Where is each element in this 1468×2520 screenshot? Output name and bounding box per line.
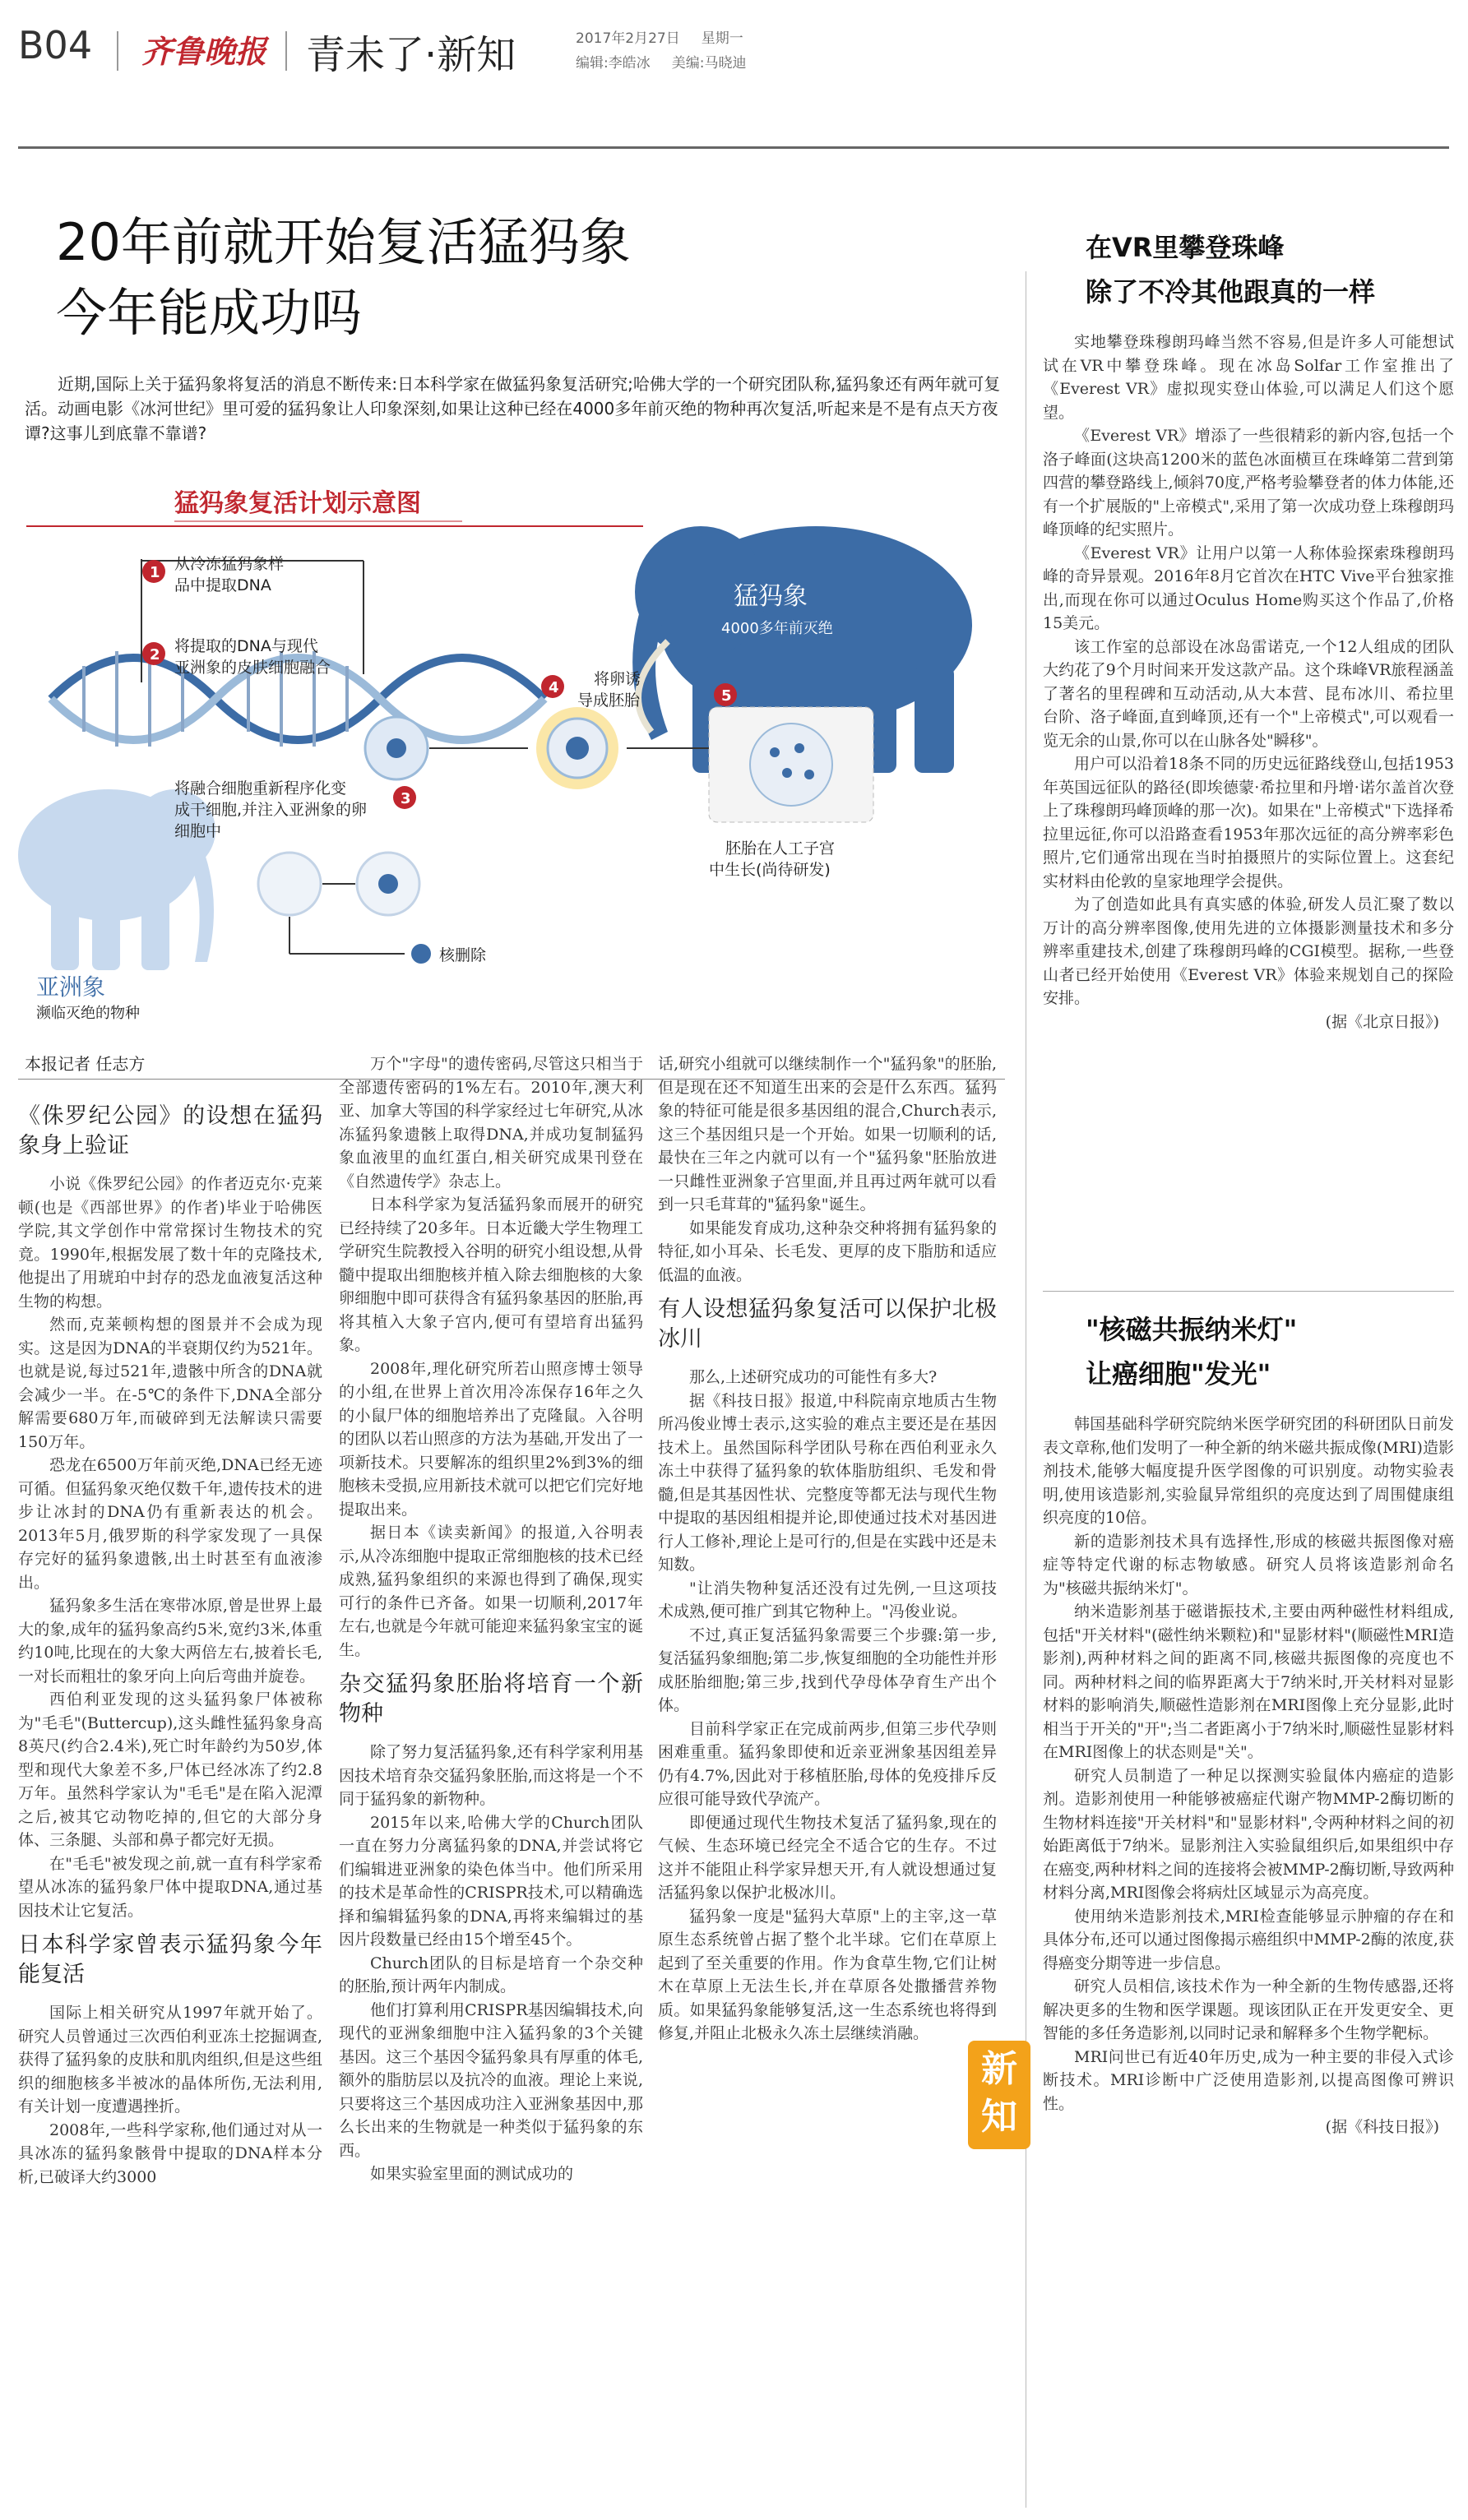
svg-text:中生长(尚待研发): 中生长(尚待研发) — [709, 861, 831, 879]
paragraph: 用户可以沿着18条不同的历史远征路线登山,包括1953年英国远征队的路径(即埃德蒙·希拉里和丹增·诺尔盖首次登上了珠穆朗玛峰顶峰的那一次)。如果在"上帝模式"下选择希拉里远征,你可以沿路查看1953年那次远征的高分辨率彩色照片,它们通常出现在当时拍摄照片的实际位置上。这套纪实材料由伦敦的皇家地理学会提供。 — [1043, 755, 1454, 890]
mammoth-note: 4000多年前灭绝 — [721, 620, 833, 637]
paragraph: 使用纳米造影剂技术,MRI检查能够显示肿瘤的存在和具体分布,还可以通过图像揭示癌组织中MMP-2酶的浓度,获得癌变分期等进一步信息。 — [1043, 1907, 1454, 1972]
nucleus-removed-label: 核删除 — [439, 946, 487, 964]
paragraph: 话,研究小组就可以继续制作一个"猛犸象"的胚胎,但是现在还不知道生出来的会是什么东西。猛犸象的特征可能是很多基因组的混合,Church表示,这三个基因组只是一个开始。如果一切顺利的话,最快在三年之内就可以有一个"猛犸象"胚胎放进一只雌性亚洲象子宫里面,并且再过两年就可以看到一只毛茸茸的"猛犸象"诞生。 — [658, 1055, 997, 1214]
paragraph: 他们打算利用CRISPR基因编辑技术,向现代的亚洲象细胞中注入猛犸象的3个关键基因。这三个基因令猛犸象具有厚重的体毛,额外的脂肪层以及抗冷的血液。理论上来说,只要将这三个基因成功注入亚洲象基因中,那么长出来的生物就是一种类似于猛犸象的东西。 — [339, 2000, 643, 2160]
sidebar-mri-nanolamp — [1043, 1307, 1454, 2139]
step-3-text: 将融合细胞重新程序化变 — [174, 779, 347, 798]
sidebar-2-title: "核磁共振纳米灯" 让癌细胞"发光" — [1086, 1314, 1298, 1389]
elephant-note: 濒临灭绝的物种 — [36, 1005, 140, 1022]
step-2-text: 将提取的DNA与现代 — [174, 637, 318, 655]
section-badge: 新 知 — [968, 2041, 1030, 2149]
body-column-3 — [658, 1052, 997, 2046]
paragraph: 韩国基础科学研究院纳米医学研究团的科研团队日前发表文章称,他们发明了一种全新的纳米磁共振成像(MRI)造影剂技术,能够大幅度提升医学图像的可识别度。动物实验表明,使用该造影剂,实验鼠异常组织的亮度达到了周围健康组织亮度的10倍。 — [1043, 1415, 1454, 1527]
header-meta — [576, 26, 767, 76]
article-lead: 近期,国际上关于猛犸象将复活的消息不断传来:日本科学家在做猛犸象复活研究;哈佛大学的一个研究团队称,猛犸象还有两年就可复活。动画电影《冰河世纪》里可爱的猛犸象让人印象深刻,如果让这种已经在4000多年前灭绝的物种再次复活,听起来是不是有点天方夜谭?这事儿到底靠不靠谱? — [25, 374, 1001, 443]
paragraph: 为了创造如此具有真实感的体验,研发人员汇聚了数以万计的高分辨率图像,使用先进的立体摄影测量技术和多分辨率重建技术,创建了珠穆朗玛峰的CGI模型。据称,一些登山者已经开始使用《Everest VR》体验来规划自己的探险安排。 — [1043, 895, 1454, 1007]
diagram-title: 猛犸象复活计划示意图 — [174, 489, 421, 518]
paragraph: 小说《侏罗纪公园》的作者迈克尔·克莱顿(也是《西部世界》的作者)毕业于哈佛医学院,其文学创作中常常探讨生物技术的究竟。1990年,根据发展了数十年的克隆技术,他提出了用琥珀中封存的恐龙血液复活这种生物的构想。 — [18, 1175, 322, 1311]
issue-weekday: 星期一 — [701, 30, 743, 47]
paragraph: 如果实验室里面的测试成功的 — [370, 2165, 574, 2183]
paragraph: 猛犸象一度是"猛犸大草原"上的主宰,这一草原生态系统曾占据了整个北半球。它们在草原上起到了至关重要的作用。作为食草生物,它们让树木在草原上无法生长,并在草原各处撒播营养物质。如果猛犸象能够复活,这一生态系统也将得到修复,并阻止北极永久冻土层继续消融。 — [658, 1907, 997, 2042]
paragraph: 猛犸象多生活在寒带冰原,曾是世界上最大的象,成年的猛犸象高约5米,宽约3米,体重约10吨,比现在的大象大两倍左右,披着长毛,一对长而粗壮的象牙向上向后弯曲并旋卷。 — [18, 1597, 322, 1685]
paragraph: 该工作室的总部设在冰岛雷诺克,一个12人组成的团队大约花了9个月时间来开发这款产品。这个珠峰VR旅程涵盖了著名的里程碑和互动活动,从大本营、昆布冰川、希拉里台阶、洛子峰面,直到峰顶,还有一个"上帝模式",可以观看一览无余的山景,你可以在山脉各处"瞬移"。 — [1043, 637, 1454, 750]
svg-text:亚洲象的皮肤细胞融合: 亚洲象的皮肤细胞融合 — [174, 659, 331, 677]
paragraph: 然而,克莱顿构想的图景并不会成为现实。这是因为DNA的半衰期仅约为521年。也就是说,每过521年,遗骸中所含的DNA就会减少一半。在-5℃的条件下,DNA全部分解需要680万年,而破碎到无法解读只需要150万年。 — [18, 1315, 322, 1451]
paragraph: 国际上相关研究从1997年就开始了。研究人员曾通过三次西伯利亚冻土挖掘调查,获得了猛犸象的皮肤和肌肉组织,但是这些组织的细胞核多半被冰的晶体所伤,无法利用,有关计划一度遭遇挫折。 — [18, 2004, 322, 2115]
svg-text:导成胚胎: 导成胚胎 — [577, 691, 641, 710]
step-4-text: 将卵诱 — [594, 670, 641, 688]
paragraph: 即便通过现代生物技术复活了猛犸象,现在的气候、生态环境已经完全不适合它的生存。不过这并不能阻止科学家异想天开,有人就设想通过复活猛犸象以保护北极冰川。 — [658, 1813, 997, 1902]
svg-text:5: 5 — [721, 687, 732, 705]
paragraph: 研究人员相信,该技术作为一种全新的生物传感器,还将解决更多的生物和医学课题。现该团队正在开发更安全、更智能的多任务造影剂,以同时记录和解释多个生物学靶标。 — [1043, 1977, 1454, 2042]
paragraph: 不过,真正复活猛犸象需要三个步骤:第一步,复活猛犸象细胞;第二步,恢复细胞的全功能性并形成胚胎细胞;第三步,找到代孕母体孕育生产出个体。 — [658, 1625, 997, 1714]
svg-text:2: 2 — [150, 646, 160, 664]
paper-logo: 齐鲁晚报 — [141, 33, 267, 70]
paragraph: 研究人员制造了一种足以探测实验鼠体内癌症的造影剂。造影剂使用一种能够被癌症代谢产物MMP-2酶切断的生物材料连接"开关材料"和"显影材料",令两种材料之间的初始距离低于7纳米。显影剂注入实验鼠组织后,如果组织中存在癌变,两种材料之间的连接将会被MMP-2酶切断,导致两种材料分离,MRI图像会将病灶区域显示为高亮度。 — [1043, 1766, 1454, 1902]
subheading: 日本科学家曾表示猛犸象今年能复活 — [18, 1932, 322, 1987]
designer-credit: 美编:马晓迪 — [671, 55, 747, 72]
article-title: 20年前就开始复活猛犸象 今年能成功吗 — [56, 212, 631, 343]
paragraph: MRI问世已有近40年历史,成为一种主要的非侵入式诊断技术。MRI诊断中广泛使用造影剂,以提高图像可辨识性。 — [1043, 2047, 1454, 2113]
page-code: B04 — [18, 23, 93, 67]
paragraph: 实地攀登珠穆朗玛峰当然不容易,但是许多人可能想试试在VR中攀登珠峰。现在冰岛Solfar工作室推出了《Everest VR》虚拟现实登山体验,可以满足人们这个愿望。 — [1043, 333, 1454, 422]
paragraph: 据《科技日报》报道,中科院南京地质古生物所冯俊业博士表示,这实验的难点主要还是在基因技术上。虽然国际科学团队号称在西伯利亚永久冻土中获得了猛犸象的软体脂肪组织、毛发和骨髓,但是其基因性状、完整度等都无法与现代生物中提取的基因组相提并论,即使通过技术对基因进行人工修补,理论上是可行的,但是在实践中还是未知数。 — [658, 1391, 997, 1574]
subheading: 有人设想猛犸象复活可以保护北极冰川 — [658, 1297, 997, 1352]
sidebar-1-title: 在VR里攀登珠峰 除了不冷其他跟真的一样 — [1086, 232, 1376, 307]
paragraph: 2015年以来,哈佛大学的Church团队一直在努力分离猛犸象的DNA,并尝试将它们编辑进亚洲象的染色体当中。他们所采用的技术是革命性的CRISPR技术,可以精确选择和编辑猛犸象的DNA,再将来编辑过的基因片段数量已经由15个增至45个。 — [339, 1813, 643, 1949]
svg-text:1: 1 — [150, 564, 160, 581]
page-header — [18, 23, 1449, 81]
paragraph: 除了努力复活猛犸象,还有科学家利用基因技术培育杂交猛犸象胚胎,而这将是一个不同于猛犸象的新物种。 — [339, 1743, 643, 1808]
header-divider — [285, 31, 287, 71]
body-column-2 — [339, 1052, 643, 2186]
paragraph: 日本科学家为复活猛犸象而展开的研究已经持续了20多年。日本近畿大学生物理工学研究生院教授入谷明的研究小组设想,从骨髓中提取出细胞核并植入除去细胞核的大象卵细胞中即可获得含有猛犸象基因的胚胎,再将其植入大象子宫内,便可有望培育出猛犸象。 — [339, 1195, 643, 1354]
paragraph: 在"毛毛"被发现之前,就一直有科学家希望从冰冻的猛犸象尸体中提取DNA,通过基因技术让它复活。 — [18, 1854, 322, 1920]
paragraph: 目前科学家正在完成前两步,但第三步代孕则困难重重。猛犸象即使和近亲亚洲象基因组差异仍有4.7%,因此对于移植胚胎,母体的免疫排斥反应很可能导致代孕流产。 — [658, 1719, 997, 1808]
svg-text:4: 4 — [549, 679, 559, 696]
svg-text:3: 3 — [401, 790, 411, 807]
paragraph: 2008年,理化研究所若山照彦博士领导的小组,在世界上首次用冷冻保存16年之久的小鼠尸体的细胞培养出了克隆鼠。入谷明的团队以若山照彦的方法为基础,开发出了一项新技术。只要解冻的组织里2%到3%的细胞核未受损,应用新技术就可以把它们完好地提取出来。 — [339, 1359, 643, 1519]
paragraph: 纳米造影剂基于磁谐振技术,主要由两种磁性材料组成,包括"开关材料"(磁性纳米颗粒)和"显影材料"(顺磁性MRI造影剂),两种材料之间的距离不同,核磁共振图像的亮度也不同。两种材料之间的临界距离大于7纳米时,开关材料对显影材料的影响消失,顺磁性造影剂在MRI图像上充分显影,此时相当于开关的"开";当二者距离小于7纳米时,顺磁性显影材料在MRI图像上的状态则是"关"。 — [1043, 1602, 1454, 1761]
paragraph: 据日本《读卖新闻》的报道,入谷明表示,从冷冻细胞中提取正常细胞核的技术已经成熟,猛犸象组织的来源也得到了确保,现实可行的条件已齐备。如果一切顺利,2017年左右,也就是今年就可能迎来猛犸象宝宝的诞生。 — [339, 1524, 643, 1659]
editor-credit: 编辑:李皓冰 — [576, 55, 651, 72]
sidebar-separator — [1043, 1291, 1454, 1292]
step-5-text: 胚胎在人工子宫 — [725, 839, 836, 858]
subheading: 《侏罗纪公园》的设想在猛犸象身上验证 — [18, 1103, 322, 1158]
paragraph: 《Everest VR》增添了一些很精彩的新内容,包括一个洛子峰面(这块高1200米的蓝色冰面横亘在珠峰第二营到第四营的攀登路线上,倾斜70度,严格考验攀登者的体力体能,还有一个扩展版的"上帝模式",采用了第一次成功登上珠穆朗玛峰顶峰的纪实照片。 — [1043, 427, 1454, 539]
paragraph: 2008年,一些科学家称,他们通过对从一具冰冻的猛犸象骸骨中提取的DNA样本分析,已破译大约3000 — [18, 2120, 322, 2186]
sidebar-1-source: (据《北京日报》) — [1325, 1012, 1439, 1031]
paragraph: 新的造影剂技术具有选择性,形成的核磁共振图像对癌症等特定代谢的标志物敏感。研究人员将该造影剂命名为"核磁共振纳米灯"。 — [1043, 1532, 1454, 1598]
paragraph: "让消失物种复活还没有过先例,一旦这项技术成熟,便可推广到其它物种上。"冯俊业说。 — [658, 1579, 997, 1621]
sidebar-vr-everest — [1043, 225, 1454, 1033]
issue-date: 2017年2月27日 — [576, 30, 680, 47]
elephant-label: 亚洲象 — [36, 973, 106, 1001]
subheading: 杂交猛犸象胚胎将培育一个新物种 — [339, 1672, 643, 1727]
svg-text:细胞中: 细胞中 — [174, 822, 222, 840]
paragraph: 恐龙在6500万年前灭绝,DNA已经无迹可循。但猛犸象灭绝仅数千年,遗传技术的进步让冰封的DNA仍有重新表达的机会。2013年5月,俄罗斯的科学家发现了一具保存完好的猛犸象遗骸,出土时甚至有血液渗出。 — [18, 1456, 322, 1592]
byline: 本报记者 任志方 — [25, 1054, 146, 1074]
paragraph: 那么,上述研究成功的可能性有多大? — [689, 1368, 938, 1386]
step-1-text: 从冷冻猛犸象样 — [174, 555, 285, 573]
header-divider — [117, 31, 118, 71]
paragraph: 《Everest VR》让用户以第一人称体验探索珠穆朗玛峰的奇异景观。2016年8月它首次在HTC Vive平台独家推出,而现在你可以通过Oculus Home购买这个作品了,价格15美元。 — [1043, 543, 1454, 632]
body-column-1 — [18, 1094, 322, 2189]
svg-text:成干细胞,并注入亚洲象的卵: 成干细胞,并注入亚洲象的卵 — [174, 801, 368, 819]
paragraph: 西伯利亚发现的这头猛犸象尸体被称为"毛毛"(Buttercup),这头雌性猛犸象身高8英尺(约合2.4米),死亡时年龄约为50岁,体型和现代大象差不多,尸体已经冰冻了约2.8万年。虽然科学家认为"毛毛"是在陷入泥潭之后,被其它动物吃掉的,但它的大部分身体、三条腿、头部和鼻子都完好无损。 — [18, 1690, 322, 1849]
paragraph: 如果能发育成功,这种杂交种将拥有猛犸象的特征,如小耳朵、长毛发、更厚的皮下脂肪和适应低温的血液。 — [658, 1218, 997, 1284]
header-rule — [18, 146, 1449, 149]
paragraph: 万个"字母"的遗传密码,尽管这只相当于全部遗传密码的1%左右。2010年,澳大利亚、加拿大等国的科学家经过七年研究,从冰冻猛犸象遗骸上取得DNA,并成功复制猛犸象血液里的血红蛋白,相关研究成果刊登在《自然遗传学》杂志上。 — [339, 1055, 643, 1191]
mammoth-label: 猛犸象 — [734, 582, 808, 611]
sidebar-2-source: (据《科技日报》) — [1325, 2118, 1439, 2136]
svg-text:品中提取DNA: 品中提取DNA — [174, 576, 271, 594]
section-title: 青未了·新知 — [306, 32, 516, 78]
paragraph: Church团队的目标是培育一个杂交种的胚胎,预计两年内制成。 — [339, 1954, 643, 1995]
mammoth-revival-diagram — [18, 469, 1005, 1044]
